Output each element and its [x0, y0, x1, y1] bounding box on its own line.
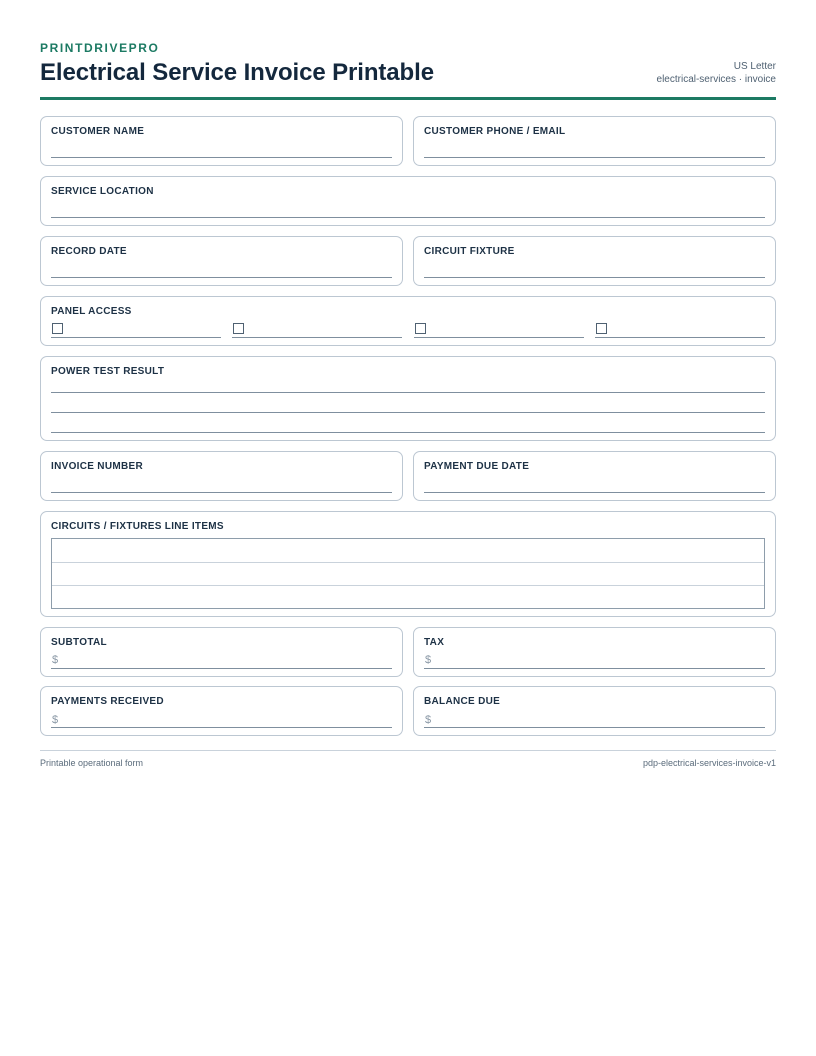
balance-due-field: [413, 686, 776, 736]
record-date-field: [40, 236, 403, 286]
payments-received-input-line[interactable]: [51, 727, 392, 728]
document-meta: [657, 60, 776, 86]
service-location-field: [40, 176, 776, 226]
balance-due-label: BALANCE DUE: [424, 696, 501, 707]
record-date-input-line[interactable]: [51, 277, 392, 278]
document-tags: electrical-services · invoice: [656, 74, 776, 85]
panel-access-option-line-4[interactable]: [595, 337, 765, 338]
payments-received-field: [40, 686, 403, 736]
panel-access-field: [40, 296, 776, 346]
circuit-fixture-field: [413, 236, 776, 286]
subtotal-input-line[interactable]: [51, 668, 392, 669]
panel-access-checkbox-2[interactable]: [233, 323, 244, 334]
subtotal-currency-symbol: $: [52, 654, 59, 666]
line-items-table: [51, 538, 765, 609]
line-items-field: [40, 511, 776, 617]
power-test-result-field: [40, 356, 776, 441]
tax-input-line[interactable]: [424, 668, 765, 669]
subtotal-field: [40, 627, 403, 677]
panel-access-checkbox-4[interactable]: [596, 323, 607, 334]
payments-received-currency-symbol: $: [52, 714, 59, 726]
power-test-result-line-2[interactable]: [51, 412, 765, 413]
customer-name-field: [40, 116, 403, 166]
circuit-fixture-label: CIRCUIT FIXTURE: [424, 246, 515, 257]
service-location-label: SERVICE LOCATION: [51, 186, 154, 197]
balance-due-input-line[interactable]: [424, 727, 765, 728]
brand-name: PRINTDRIVEPRO: [40, 41, 160, 55]
record-date-label: RECORD DATE: [51, 246, 127, 257]
customer-contact-field: [413, 116, 776, 166]
power-test-result-line-3[interactable]: [51, 432, 765, 433]
panel-access-label: PANEL ACCESS: [51, 306, 132, 317]
panel-access-option-line-3[interactable]: [414, 337, 584, 338]
tax-field: [413, 627, 776, 677]
service-location-input-line[interactable]: [51, 217, 765, 218]
power-test-result-line-1[interactable]: [51, 392, 765, 393]
invoice-number-input-line[interactable]: [51, 492, 392, 493]
page-title: Electrical Service Invoice Printable: [40, 59, 434, 86]
balance-due-currency-symbol: $: [425, 714, 432, 726]
table-row-divider-1: [52, 562, 764, 563]
customer-name-label: CUSTOMER NAME: [51, 126, 145, 137]
invoice-number-field: [40, 451, 403, 501]
footer-form-id: pdp-electrical-services-invoice-v1: [642, 758, 776, 768]
payment-due-date-label: PAYMENT DUE DATE: [424, 461, 530, 472]
header-divider: [40, 97, 776, 100]
subtotal-label: SUBTOTAL: [51, 637, 107, 648]
payment-due-date-input-line[interactable]: [424, 492, 765, 493]
table-row-divider-2: [52, 585, 764, 586]
footer-divider: [40, 750, 776, 751]
power-test-result-label: POWER TEST RESULT: [51, 366, 165, 377]
tax-label: TAX: [424, 637, 445, 648]
panel-access-checkbox-3[interactable]: [415, 323, 426, 334]
circuit-fixture-input-line[interactable]: [424, 277, 765, 278]
invoice-number-label: INVOICE NUMBER: [51, 461, 143, 472]
tax-currency-symbol: $: [425, 654, 432, 666]
panel-access-option-line-2[interactable]: [232, 337, 402, 338]
line-items-label: CIRCUITS / FIXTURES LINE ITEMS: [51, 521, 224, 532]
paper-size: US Letter: [733, 61, 776, 72]
panel-access-checkbox-1[interactable]: [52, 323, 63, 334]
footer-left-text: Printable operational form: [40, 758, 144, 768]
customer-contact-input-line[interactable]: [424, 157, 765, 158]
payment-due-date-field: [413, 451, 776, 501]
customer-name-input-line[interactable]: [51, 157, 392, 158]
payments-received-label: PAYMENTS RECEIVED: [51, 696, 164, 707]
panel-access-option-line-1[interactable]: [51, 337, 221, 338]
customer-contact-label: CUSTOMER PHONE / EMAIL: [424, 126, 566, 137]
